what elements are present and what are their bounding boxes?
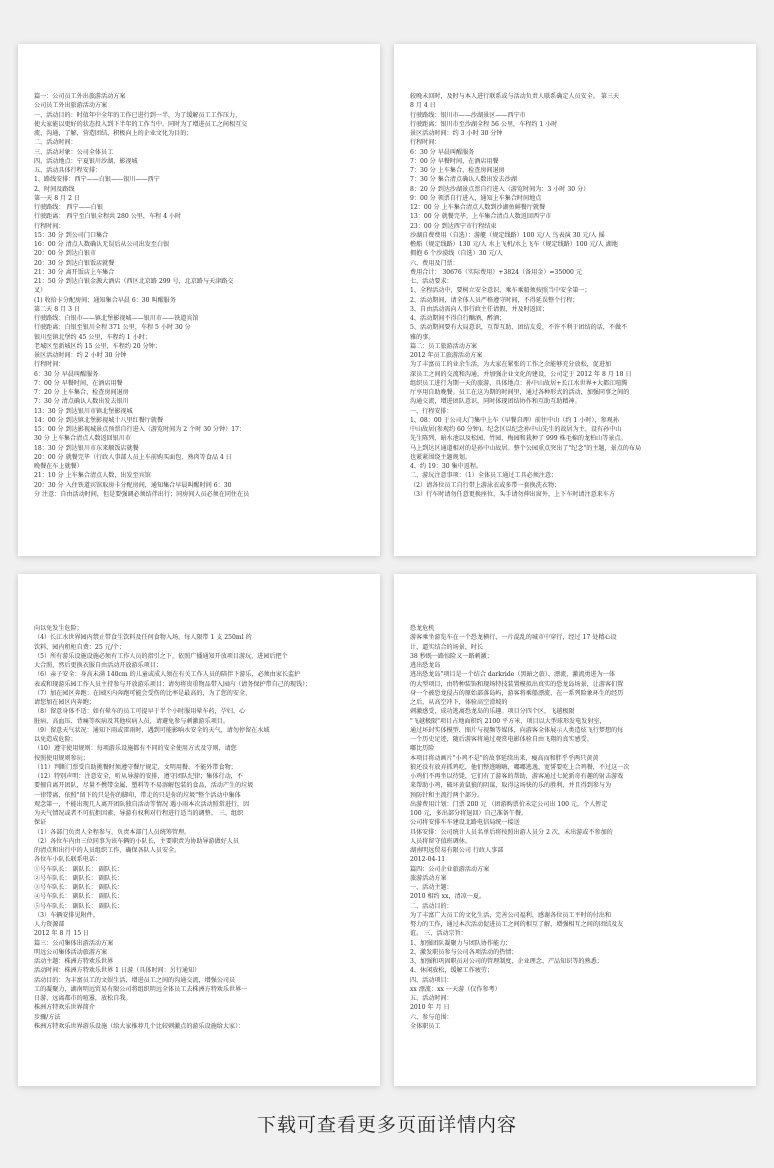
- text-line: 篇四：公司企业旅游活动方案: [410, 865, 490, 873]
- text-line: 篇一：公司员工外出旅游活动方案: [34, 93, 126, 100]
- text-line: （12）特别声明：注意安全，听从导游的安排，遵守团队纪律；集体行动，不: [34, 773, 243, 780]
- text-line: 旅游活动方案: [410, 874, 447, 882]
- text-line: （2）各位车内由三位同事为该车辆的小队长，主要职责为协助导游做好人员: [34, 837, 239, 845]
- text-line: 沟通交流，增进团队意识，同时体现团结协作和互助互助精神。: [410, 398, 581, 406]
- text-line: 六、费用及门票：: [410, 259, 459, 267]
- download-more-caption[interactable]: 下载可查看更多页面详情内容: [256, 1114, 517, 1136]
- text-line: 活动目的：为丰富员工的文娱生活，增进员工之间的沟通交流，增强公司员: [34, 976, 236, 984]
- text-line: 株洲方特欢乐世界游乐设施（给大家推荐几个比较刺激点的游乐设施给大家）：: [34, 1022, 245, 1030]
- text-line: 1、08：00 于公司大门集中上车（早餐自理）前往中山（约 1 小时），参观孙: [410, 416, 619, 424]
- text-line: 为了丰富广大员工的文化生活，完善公司福利，感谢各位员工平时的付出和: [410, 911, 612, 919]
- text-line: 狼还没有放弃抓鸡吃，他们整逃嗨嗨，嘟嘟逃逸，宽誓要吃上合鸡餐，不过这一次: [410, 763, 630, 771]
- text-line: 行驶路线： 西宁——白银: [34, 204, 103, 211]
- text-line: 14：00 分 到达镇北堡影视城十八里红餐厅就餐: [34, 416, 164, 424]
- text-line: 较晚未回时，及时与本人进行联系或与活动负责人联系确定人员安全。 第三天: [410, 93, 620, 100]
- text-line: 2012-04-11: [410, 856, 446, 864]
- text-line: 2、活动期间，请全体人员严格遵守时间，不得延误整个行程；: [410, 296, 579, 304]
- text-line: 预防针和主流行两个部分。: [410, 791, 484, 799]
- text-line: 1、全程活动中，要树立安全意识，乘车乘船须按照当中安全第一；: [410, 287, 591, 295]
- text-line: 请您加在园区内奔跑；: [34, 699, 95, 706]
- text-line: 保证: [34, 819, 47, 827]
- text-line: 行程时间：: [410, 139, 441, 147]
- text-line: 刺激感受，成功逃离恐龙岛的乐趣。项目分四个区，飞越极限: [410, 708, 575, 716]
- text-line: 逃出恐龙岛"项目是一个结合 darkride（黑暗之旅）、漂流、激流勇进为一体: [410, 671, 615, 679]
- text-line: （11）判断门票受自助挑餐时须遵守餐厅规定，文明用餐，不能外带食物；: [34, 763, 237, 771]
- text-line: 活动主题：株洲方特欢乐世界: [34, 958, 114, 965]
- text-line: 表或和现游乐园工作人员主持参与开放游乐项目；请勿将贵重物品带入园内（请务保护带自己的现钱）；: [34, 680, 312, 688]
- text-line: 2010 年 月 日: [410, 1004, 450, 1012]
- text-line: 五、活动时间：: [410, 995, 453, 1002]
- text-line: 之后，从高空冲下，体验高空滑坡的: [410, 699, 508, 706]
- text-line: 8 月 4 日: [410, 102, 436, 110]
- text-line: 2012 年员工旅游活动方案: [410, 352, 483, 359]
- text-line: 7：30 分 上车集合，检查房间退房: [410, 167, 505, 174]
- text-line: 2、激发职员参与公司各项活动的热情；: [410, 948, 518, 956]
- text-line: 各位车小队长联系电话：: [34, 856, 102, 864]
- text-line: 景区活动时间：约 2 小时 30 分钟: [34, 352, 127, 359]
- text-line: 组织员工进行为期一天的旅游，具体地点：孙中山故居+长江水世界+大都江喧腾: [410, 379, 628, 387]
- page-text: [410, 624, 740, 1031]
- page-text: [410, 92, 740, 499]
- text-line: 13：30 分 到达银川市镇北堡影视城: [34, 407, 133, 415]
- text-line: 流、沟通，了解，营造团结、积极向上的企业文化为目的；: [34, 130, 193, 137]
- text-line: 按照使用规则参玩；: [34, 754, 89, 762]
- text-line: 一个历史足迹，随后游客将通过观赏电影体验自由飞翔的真实感受。: [410, 736, 593, 743]
- document-page-3: [18, 574, 380, 1086]
- text-line: 第一天 8 月 2 日: [34, 194, 80, 202]
- text-line: 1、路线安排：西宁——白银——银川——西宁: [34, 176, 160, 184]
- text-line: 15：00 分 到达影视城景点预票自行进入（游览时间为 2 个时 30 分钟）17：: [34, 426, 246, 433]
- text-line: 4、休闲放松，缓解工作疲劳；: [410, 967, 494, 975]
- text-line: 中山故居(参观约 60 分钟)。纪念区以纪念孙中山先生的故居为主，设有孙中山: [410, 426, 622, 433]
- text-line: 38 秒既一路惊险又一路刺激；: [410, 652, 493, 660]
- text-line: 行程时间：: [34, 222, 65, 230]
- text-line: 先生陈列、暗水池以及松园、竹园、梅园和栽种了 999 株毛棉的龙柏山等景点。: [410, 435, 627, 443]
- text-line: 谊。 三、活动宗旨：: [410, 930, 467, 938]
- text-line: 三、活动对象：公司全体员工: [34, 148, 114, 156]
- text-line: 20：30 分 入住铁道宾馆取房卡分配房间，通知集合早晨叫醒时间 6：30: [34, 481, 232, 489]
- text-line: 具体安排：公司统计人员名单后将按照出游人员分 2 次，未出游或不参加的: [410, 828, 613, 836]
- text-line: 20：30 分 到达白银饭店就餐: [34, 259, 115, 267]
- document-page-2: [394, 44, 756, 556]
- text-line: 二、游玩注意事项：（1）全体员工通过工具必须注意；: [410, 472, 558, 480]
- text-line: 7：30 分 清点确认人数出发去银川: [34, 398, 129, 406]
- page-text: [34, 92, 364, 499]
- text-line: 行程时间：: [34, 361, 65, 369]
- text-line: 篇二：员工旅游活动方案: [410, 342, 478, 350]
- text-line: 观念第一，不能出现几人离开团队独自活动等情况 遇小雨本次活动照常进行，因: [34, 800, 250, 808]
- text-line: 日游，远离都市的喧嚣，放松自我。: [34, 995, 132, 1002]
- text-line: 本项目将动画片"小鸡不是"的故事延续出来，瘦高而和胖乎乎两只黄黄: [410, 754, 599, 762]
- text-line: 橹船（规定线路）130 元/人 水上飞机/水上飞车（规定线路）100 元/人 湖地: [410, 241, 618, 248]
- document-page-4: [394, 574, 756, 1086]
- text-line: （4）长江水世界园内禁止带食生饮料及任何食物入场，每人限带 1 支 250ml 的: [34, 634, 252, 642]
- text-line: 一、活动目的：时值年中全年的工作已进行到一半，为了缓解员工工作压力，: [34, 111, 242, 119]
- text-line: 拥抱 6 个沙漠线（自选）30 元/人: [410, 250, 503, 258]
- text-line: 脏病、高血压、背痛等疾病及其他疾病人员，请避免参与刺激游乐项目。: [34, 717, 229, 725]
- text-line: 以免造成危险；: [34, 736, 77, 743]
- text-line: 12：00 分 上车集合清点人数到沙湖鱼鲜餐厅就餐: [410, 204, 546, 211]
- text-line: 行驶距离： 西宁至白银全程共 280 公里，车程 4 小时: [34, 213, 182, 221]
- text-line: （1）各部门负责人全程参与，负责本部门人员统筹管理。: [34, 828, 191, 836]
- text-line: 深员工之间的交流和沟通，并加强企业文化的建设，公司定于 2012 年 8 月 18 日: [410, 370, 632, 378]
- text-line: 全体职员工: [410, 1022, 441, 1030]
- text-line: 公司将安排车车建设北路电信局统一接送: [410, 819, 520, 827]
- text-line: 一、活动主题：: [410, 884, 453, 891]
- text-line: 的清点和出行中的人员组织工作，确保各队人员安全。: [34, 847, 181, 854]
- text-line: （2）请各位员工自行带上游泳衣或多带一套换洗衣物；: [410, 481, 561, 489]
- text-line: 7：20 分 上车集合，检查房间退房: [34, 389, 129, 396]
- text-line: 30 分 上车集合清点人数返回银川市: [34, 435, 131, 443]
- text-line: 7：00 分 早餐时间，在酒店用餐: [34, 379, 123, 387]
- text-line: 厅享用自助晚餐。员工在这为期的时间里，通过各种形式的活动，加强同事之间的: [410, 389, 630, 396]
- text-line: 的大型项目，由特种装饰和现场特技装置模拟出真实的恐龙岛场景，让游客们置: [410, 680, 624, 688]
- text-line: 沙湖自费费用（自选）：游艇（规定线路）100 元/人 鸟表演 30 元/人 摇: [410, 231, 605, 239]
- text-line: 游客乘坐游览车在一个恐龙横行、一片混乱的城市中穿行，经过 17 处精心设: [410, 634, 617, 642]
- text-line: 5、活动期间要有大局意识，互帮互助、团结友爱，不许不利于团结的话，不做不: [410, 324, 628, 332]
- text-line: 6：30 分 早晨叫醒服务: [34, 370, 99, 378]
- text-line: 二、活动目的：: [410, 902, 453, 910]
- text-line: 3、加强和巩固职员对公司的管理制度、企业理念、产品知识等的熟悉；: [410, 958, 603, 965]
- text-line: 为天气情况或者不可抗拒因素，导游有权利对行程进行适当的调整。 三、组织: [34, 810, 244, 817]
- text-line: 出游费用计划：门票 200 元 （团游购票价未定公司出 100 元，个人暂定: [410, 800, 608, 808]
- text-line: 五、活动具体行程安排：: [34, 167, 102, 174]
- text-line: 3、自由活动需向人事行政主任请假，并及时返回；: [410, 305, 548, 313]
- text-line: （6）亲子安全：身高未满 140cm 的儿童或成人须在有关工作人员的陪伴下游乐，必须由家长监护: [34, 671, 301, 679]
- text-line: 4、约 19：30 集中返程。: [410, 463, 483, 470]
- text-line: 15：30 分 到公司门口集合: [34, 231, 109, 239]
- text-line: 通过坏封实体模型、图片与视频等媒体，向游客全体展示人类造炫飞行梦想的每: [410, 726, 624, 734]
- text-line: 23：00 分 到达西宁市行程结束: [410, 222, 497, 230]
- text-line: 20：00 分 到达白银市: [34, 250, 97, 258]
- text-line: 21：30 分 离开饭店上车集合: [34, 268, 115, 276]
- text-line: 大合照，然后更换衣服自由活动开放游乐项目；: [34, 662, 162, 669]
- text-line: 行驶距离：银川市至沙湖全程 56 公里，车程约 1 小时: [410, 120, 558, 128]
- text-line: 1、加强团队凝聚力与团队协作能力；: [410, 939, 512, 947]
- text-line: 湖南明远贸易有限公司 行政人事部: [410, 847, 504, 854]
- text-line: 6：30 分 早晨叫醒服务: [410, 148, 475, 156]
- text-line: 小鸡们不再坐以待毙，它们有了游客的帮助，游客通过七轮新奇有趣的射击游戏: [410, 773, 624, 780]
- text-line: 晚餐在车上就餐）: [34, 463, 83, 470]
- text-line: （10）遵守使用规则：每项游乐设施都有不同的安全使用方式及守则，请您: [34, 745, 237, 753]
- text-line: 一、行程安排：: [410, 407, 453, 415]
- text-line: 20：00 分 就餐完毕（行政人事部人员上车前购买面包、熟肉等食品 4 日: [34, 453, 232, 461]
- text-line: 株洲方特欢乐世界简介: [34, 1004, 95, 1012]
- text-line: 一律带离，依照"留下的只是你的脚印，带走的只是你的垃圾"整个活动中集体: [34, 791, 241, 799]
- text-line: 16：00 分 清点人数确认无误后从公司出发至白银: [34, 241, 170, 248]
- text-line: 人力资源部: [34, 921, 65, 928]
- text-line: 行驶路线：白银市——镇北堡影视城——银川市——铁道宾馆: [34, 315, 199, 322]
- text-line: 公司员工外出旅游活动方案: [34, 102, 108, 110]
- text-line: 13：00 分 就餐完毕，上车集合清点人数返回西宁市: [410, 213, 552, 221]
- text-line: ③号车队长： 副队长： 副队长：: [34, 884, 124, 891]
- text-line: （9）留意天气状况：通知下雨或雷雨时，遇到可能影响水安全的天气，请勿停留在水域: [34, 726, 270, 734]
- text-line: 2012 年 8 月 15 日: [34, 930, 90, 938]
- text-line: （3）车辆安排见附件。: [34, 911, 99, 919]
- text-line: 叉）: [34, 287, 47, 295]
- text-line: 7：30 分 集合清点确认人数出发去沙湖: [410, 176, 517, 184]
- text-line: 100 元，多出部分将退回）自己准备午餐。: [410, 810, 528, 817]
- text-line: xx 漂流：xx 一天游（仅作参考）: [410, 985, 501, 993]
- text-line: 马上到达区通道相对的是孙中山故居。整个公园重点突出了"纪念"的主题，景点的布局: [410, 444, 642, 452]
- text-line: 篇三：公司集体出游活动方案: [34, 939, 114, 947]
- text-line: 步骤/方法: [34, 1013, 61, 1021]
- text-line: ⑤号车队长： 副队长： 副队长：: [34, 902, 124, 910]
- text-line: 明远公司集体活动旅游方案: [34, 948, 108, 956]
- text-line: 工的凝聚力，湖南明远贸易有限公司将组织明远全体员工去株洲方特欢乐世界一: [34, 985, 248, 993]
- text-line: 9：00 分 领票自行进入，通知上车集合时间地点: [410, 194, 542, 202]
- text-line: 2010 相约 xx，清凉一夏。: [410, 893, 486, 901]
- text-line: ④号车队长： 副队长： 副队长：: [34, 893, 124, 901]
- text-line: 雅的事。: [410, 333, 435, 341]
- text-line: 费用合计： 30676（实际费用）+3824（备用金）=35000 元: [410, 268, 582, 276]
- text-line: 行驶路线：银川市——沙湖景区——西宁市: [410, 111, 526, 119]
- text-line: 四、活动地点：宁夏银川沙湖、影视城: [34, 157, 138, 165]
- text-line: ②号车队长： 副队长： 副队长：: [34, 874, 124, 882]
- text-line: 要擅自离开团队，尽量不携带金属、塑料等不易溶解包装的食品，活动产生的垃圾: [34, 782, 254, 790]
- text-line: "飞越极限"项目占地面积约 2100 平方米，项目以大型球形发电发射室，: [410, 717, 606, 725]
- text-line: 21：10 分 上车集合清点人数，出发至宾馆: [34, 472, 151, 480]
- text-line: 四、活动项目：: [410, 976, 453, 984]
- text-line: 18：30 分 到达银川市东来顺饭店就餐: [34, 444, 139, 452]
- text-line: 21：50 分 到达白银金源大酒店（西区北京路 299 号，北京路与天津路交: [34, 278, 234, 285]
- page-text: [34, 624, 364, 1031]
- text-line: 来帮助小鸡，破坏黄鼠狼的阴谋，取得这场快的乐的胜利，并且得到参与为: [410, 782, 612, 790]
- text-line: 2、时间及路线: [34, 185, 75, 193]
- text-line: 二、活动时间：: [34, 139, 77, 147]
- text-line: 4、活动期间不得自行酗酒、醉酒；: [410, 315, 506, 322]
- text-line: 分 注意：自由活动时间，但是要强调必须结伴出行；同房间人员必须在同住在员: [34, 490, 250, 498]
- text-line: 第二天 8 月 3 日: [34, 305, 80, 313]
- text-line: 景区活动时间：约 3 小时 30 分钟: [410, 130, 503, 137]
- text-line: 七、活动要求：: [410, 278, 453, 285]
- text-line: 使大家能以更好的状态投入到下半年的工作当中，同时为了增进员工之间相互交: [34, 120, 248, 128]
- text-line: 身一个被恐龙侵占的原始部落岛屿，游客将乘船漂流，在一系列险象环生的经历: [410, 689, 624, 697]
- text-line: 8：20 分 到达沙湖景点票自行进入（游览时间为：3 小时 30 分）: [410, 185, 590, 193]
- text-line: ①号车队长： 副队长： 副队长：: [34, 865, 124, 873]
- text-line: 活动时间：株洲方特欢乐世界 1 日游（具体时间：另行通知）: [34, 967, 201, 975]
- text-line: 行驶距离：白银至银川全程 371 公里，车程 5 小时 30 分: [34, 324, 191, 332]
- text-line: 计、逼实结合的场景，时长: [410, 643, 484, 651]
- text-line: （3）行车时请勿任意更换座位，头手请勿伸出窗外，上下车时请注意来车方: [410, 490, 615, 498]
- text-line: 银川至镇北堡约 45 公里，车程约 1 小时；: [34, 333, 151, 341]
- text-line: 也紧紧围绕主题规划。: [410, 453, 471, 461]
- text-line: 逃出恐龙岛: [410, 662, 441, 669]
- text-line: （7）加在园区奔跑：在园区内奔跑可能会受伤的比率是最高的，为了您的安全，: [34, 689, 252, 697]
- text-line: 人员将留守值班调休。: [410, 837, 471, 845]
- text-line: 饮料，园内租柜自费：25 元/个；: [34, 643, 125, 651]
- document-page-1: [18, 44, 380, 556]
- text-line: （8）留意身体不适：如有晕车的员工可提早于半个小时服用晕车药，孕妇、心: [34, 708, 246, 716]
- text-line: 六、参与范围：: [410, 1013, 453, 1021]
- text-line: 努力的工作，通过本次活动促进员工之间的相互了解，增强相互之间的团结及友: [410, 921, 624, 928]
- text-line: 恐龙危机: [410, 625, 435, 632]
- text-line: 老城区至新城区约 15 公里，车程约 20 分钟；: [34, 342, 161, 350]
- text-line: 7：00 分 早餐时间，在酒店用餐: [410, 157, 499, 165]
- text-line: （5）所有游乐设施设施必须有工作人员的指引之下，依照广播通知开放项目游玩，进园后把个: [34, 652, 288, 660]
- text-line: (1) 收拾卡分配房间；通知集合早晨 6：30 叫醒服务: [34, 296, 176, 304]
- text-line: 嘟比历险: [410, 745, 435, 753]
- text-line: 为了丰富员工的业余生活，为大家在紧张的工作之余能够充分放松，促进加: [410, 361, 612, 369]
- text-line: 向以免发生危险；: [34, 625, 83, 632]
